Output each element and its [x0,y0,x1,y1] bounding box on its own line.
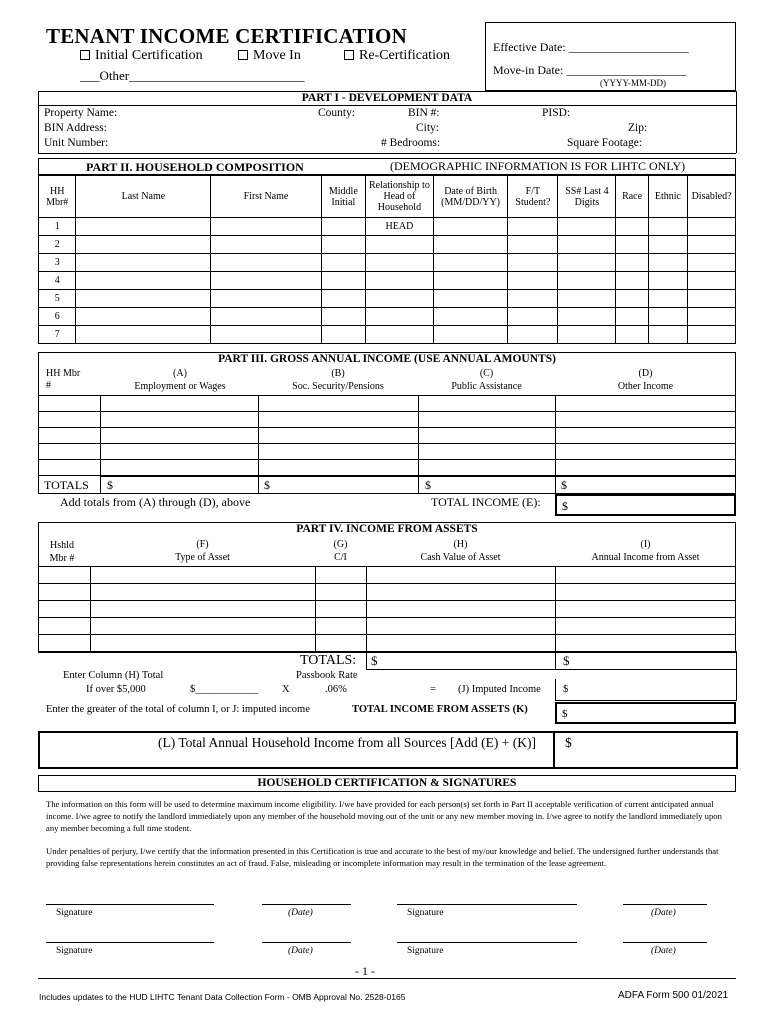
table-row [39,618,736,635]
signature-line[interactable] [46,942,214,943]
asset-cell[interactable] [556,584,736,601]
part1-title: PART I - DEVELOPMENT DATA [301,92,473,104]
income-cell[interactable] [556,396,736,412]
income-cell[interactable] [259,460,419,476]
first-name-cell[interactable] [211,272,321,290]
last-name-cell[interactable] [76,272,211,290]
total-assets-k-field[interactable] [555,702,736,724]
disabled-cell[interactable] [688,236,736,254]
student-cell[interactable] [508,326,558,344]
date-line[interactable] [262,904,351,905]
asset-cell[interactable] [556,618,736,635]
dollar-sign: $ [562,499,568,513]
asset-cell[interactable] [367,584,556,601]
passbook-rate-label: Passbook Rate [296,670,358,681]
dob-cell[interactable] [433,218,508,236]
col-i-letter: (I) [640,539,651,550]
ethnic-cell[interactable] [648,326,687,344]
last-name-cell[interactable] [76,290,211,308]
race-cell[interactable] [616,308,648,326]
col-d-letter: (D) [638,368,653,379]
property-name-field[interactable]: Property Name: [44,107,118,119]
asset-cell[interactable] [39,567,91,584]
initial-certification-option[interactable] [80,48,203,64]
column-header: Middle Initial [321,176,366,218]
asset-cell[interactable] [316,618,367,635]
county-field[interactable]: County: [318,107,356,119]
income-cell[interactable] [101,444,259,460]
total-l-field[interactable]: $ [565,735,572,750]
column-header: Last Name [76,176,211,218]
col-b-letter: (B) [331,368,345,379]
equals-sign: = [430,684,436,695]
total-d-field[interactable]: $ [561,478,567,492]
race-cell[interactable] [616,254,648,272]
income-cell[interactable] [419,428,556,444]
asset-cell[interactable] [91,567,316,584]
student-cell[interactable] [508,254,558,272]
ssn-cell[interactable] [558,218,616,236]
row-number: 6 [39,308,76,326]
footer-form-id: ADFA Form 500 01/2021 [618,990,729,1001]
last-name-cell[interactable] [76,308,211,326]
bin-field[interactable]: BIN #: [408,107,440,119]
assets-table [38,566,736,652]
income-cell[interactable] [39,396,101,412]
total-income-e-label: TOTAL INCOME (E): [431,495,541,509]
income-cell[interactable] [259,412,419,428]
income-cell[interactable] [101,460,259,476]
total-c-field[interactable]: $ [425,478,431,492]
col-f-letter: (F) [196,539,209,550]
income-cell[interactable] [556,412,736,428]
pisd-field[interactable]: PISD: [542,107,571,119]
signature-line[interactable] [46,904,214,905]
asset-cell[interactable] [91,584,316,601]
total-i-field[interactable]: $ [563,653,570,668]
asset-cell[interactable] [316,567,367,584]
date-line[interactable] [623,904,707,905]
re-certification-label: Re-Certification [359,48,450,63]
student-cell[interactable] [508,236,558,254]
other-field[interactable]: ___Other___________________________ [80,68,305,83]
col-a-header: Employment or Wages [134,381,226,392]
income-cell[interactable] [39,412,101,428]
race-cell[interactable] [616,236,648,254]
student-cell[interactable] [508,218,558,236]
dob-cell[interactable] [433,290,508,308]
col-g-header: C/I [334,552,347,563]
table-row [39,567,736,584]
ethnic-cell[interactable] [648,272,687,290]
part2-demographic-note: (DEMOGRAPHIC INFORMATION IS FOR LIHTC ONLY) [390,159,686,173]
column-header: Disabled? [688,176,736,218]
part3-title: PART III. GROSS ANNUAL INCOME (USE ANNUAL AMOUNTS) [218,353,556,365]
certification-paragraph-2: Under penalties of perjury, I/we certify that the information presented in this Certification is true and accurate to the best of my/our knowledge and belief. The undersigned further understands that providing false representations herein constitutes an act of fraud. False, misleading or incomplete information may result in the termination of the lease agreement. [46,846,719,868]
move-in-option[interactable] [238,48,301,64]
total-assets-k-label: TOTAL INCOME FROM ASSETS (K) [352,704,528,715]
move-in-label: Move In [253,48,301,63]
asset-cell[interactable] [367,567,556,584]
move-in-date-field[interactable]: Move-in Date: ____________________ [493,63,687,77]
column-header: Ethnic [648,176,687,218]
signature-line[interactable] [397,904,577,905]
table-row [39,635,736,652]
asset-cell[interactable] [316,601,367,618]
table-row [39,308,736,326]
ssn-cell[interactable] [558,272,616,290]
table-row [39,254,736,272]
first-name-cell[interactable] [211,290,321,308]
total-a-field[interactable]: $ [107,478,113,492]
signature-label: Signature [56,946,93,956]
col-f-header: Type of Asset [175,552,230,563]
table-row [39,601,736,618]
total-h-field[interactable]: $ [371,653,378,668]
ssn-cell[interactable] [558,308,616,326]
first-name-cell[interactable] [211,326,321,344]
dob-cell[interactable] [433,326,508,344]
column-header: F/T Student? [508,176,558,218]
ethnic-cell[interactable] [648,236,687,254]
part2-title: PART II. HOUSEHOLD COMPOSITION [86,160,304,174]
total-income-e-field[interactable] [555,494,736,516]
disabled-cell[interactable] [688,272,736,290]
date-line[interactable] [262,942,351,943]
multiply-sign: X [282,684,290,695]
disabled-cell[interactable] [688,308,736,326]
page-number: - 1 - [355,964,375,978]
total-l-label: (L) Total Annual Household Income from all Sources [Add (E) + (K)] [158,735,536,750]
col-i-header: Annual Income from Asset [591,552,700,563]
asset-cell[interactable] [316,635,367,652]
initial-certification-label: Initial Certification [95,48,203,63]
first-name-cell[interactable] [211,236,321,254]
signature-label: Signature [407,908,444,918]
middle-initial-cell[interactable] [321,236,366,254]
student-cell[interactable] [508,308,558,326]
table-row [39,236,736,254]
student-cell[interactable] [508,290,558,308]
income-cell[interactable] [419,444,556,460]
income-cell[interactable] [556,428,736,444]
column-header: Race [616,176,648,218]
disabled-cell[interactable] [688,290,736,308]
date-format-hint: (YYYY-MM-DD) [600,78,666,88]
row-number: 7 [39,326,76,344]
col-b-header: Soc. Security/Pensions [292,381,384,392]
column-header: First Name [211,176,321,218]
col-h-header: Cash Value of Asset [420,552,501,563]
income-cell[interactable] [101,428,259,444]
asset-cell[interactable] [91,635,316,652]
last-name-cell[interactable] [76,218,211,236]
dob-cell[interactable] [433,236,508,254]
col-c-letter: (C) [479,368,494,379]
col-h-total-blank[interactable]: $____________ [190,684,259,695]
last-name-cell[interactable] [76,236,211,254]
income-cell[interactable] [101,396,259,412]
add-totals-note: Add totals from (A) through (D), above [60,495,251,509]
date-label: (Date) [288,946,313,956]
disabled-cell[interactable] [688,254,736,272]
square-footage-field[interactable]: Square Footage: [567,137,643,149]
dob-cell[interactable] [433,308,508,326]
income-cell[interactable] [419,412,556,428]
city-field[interactable]: City: [416,122,440,134]
income-cell[interactable] [556,444,736,460]
if-over-note: If over $5,000 [86,684,146,695]
income-cell[interactable] [101,412,259,428]
income-cell[interactable] [39,428,101,444]
asset-cell[interactable] [367,601,556,618]
table-row [39,218,736,236]
date-label: (Date) [651,908,676,918]
part3-hh-header: HH Mbr # [46,368,81,391]
student-cell[interactable] [508,272,558,290]
enter-greater-note: Enter the greater of the total of column I, or J: imputed income [46,704,310,715]
certification-title: HOUSEHOLD CERTIFICATION & SIGNATURES [257,777,517,789]
ssn-cell[interactable] [558,290,616,308]
relationship-cell[interactable] [366,308,434,326]
bin-address-field[interactable]: BIN Address: [44,122,107,134]
row-number: 2 [39,236,76,254]
table-row [39,326,736,344]
middle-initial-cell[interactable] [321,308,366,326]
middle-initial-cell[interactable] [321,290,366,308]
asset-cell[interactable] [556,635,736,652]
passbook-rate-value: .06% [325,684,347,695]
asset-cell[interactable] [556,567,736,584]
form-title: TENANT INCOME CERTIFICATION [46,24,407,48]
table-row [39,444,736,460]
first-name-cell[interactable] [211,254,321,272]
relationship-cell[interactable] [366,254,434,272]
part3-totals-label: TOTALS [44,478,89,492]
asset-cell[interactable] [367,618,556,635]
ssn-cell[interactable] [558,326,616,344]
income-cell[interactable] [259,428,419,444]
first-name-cell[interactable] [211,308,321,326]
column-header: HH Mbr# [39,176,76,218]
asset-cell[interactable] [91,601,316,618]
table-row [39,584,736,601]
race-cell[interactable] [616,290,648,308]
col-g-letter: (G) [333,539,348,550]
income-cell[interactable] [556,460,736,476]
relationship-cell[interactable] [366,236,434,254]
middle-initial-cell[interactable] [321,326,366,344]
bedrooms-field[interactable]: # Bedrooms: [381,137,441,149]
income-cell[interactable] [39,460,101,476]
dob-cell[interactable] [433,254,508,272]
dob-cell[interactable] [433,272,508,290]
column-header: SS# Last 4 Digits [558,176,616,218]
row-number: 5 [39,290,76,308]
table-row [39,460,736,476]
footer-omb-note: Includes updates to the HUD LIHTC Tenant Data Collection Form - OMB Approval No. 2528-0165 [39,992,406,1002]
ssn-cell[interactable] [558,254,616,272]
date-label: (Date) [651,946,676,956]
enter-col-h-note: Enter Column (H) Total [63,670,164,681]
disabled-cell[interactable] [688,218,736,236]
income-cell[interactable] [259,444,419,460]
column-header: Relationship to Head of Household [366,176,434,218]
race-cell[interactable] [616,326,648,344]
income-cell[interactable] [419,460,556,476]
signature-label: Signature [407,946,444,956]
total-b-field[interactable]: $ [264,478,270,492]
certification-paragraph-1: The information on this form will be used to determine maximum income eligibility. I/we have provided for each person(s) set forth in Part II acceptable verification of current anticipated annual income. I/we agree to notify the landlord immediately upon any member of the household moving out of the unit or any new member moving in. I/we agree to notify the landlord immediately upon any member becoming a full time student. [46,799,722,833]
part4-totals-label: TOTALS: [300,653,357,668]
date-label: (Date) [288,908,313,918]
disabled-cell[interactable] [688,326,736,344]
table-row [39,428,736,444]
income-cell[interactable] [259,396,419,412]
last-name-cell[interactable] [76,326,211,344]
ethnic-cell[interactable] [648,218,687,236]
dollar-sign: $ [562,708,568,720]
ethnic-cell[interactable] [648,290,687,308]
part4-hh-header: Hshld Mbr # [49,540,75,564]
table-row [39,412,736,428]
asset-cell[interactable] [39,635,91,652]
table-row [39,272,736,290]
re-certification-option[interactable] [344,48,450,64]
middle-initial-cell[interactable] [321,272,366,290]
column-header: Date of Birth (MM/DD/YY) [433,176,508,218]
checkbox-icon[interactable] [80,50,90,60]
table-row [39,290,736,308]
checkbox-icon[interactable] [344,50,354,60]
row-number: 1 [39,218,76,236]
asset-cell[interactable] [316,584,367,601]
part4-title: PART IV. INCOME FROM ASSETS [296,523,478,535]
row-number: 4 [39,272,76,290]
imputed-income-field[interactable]: $ [563,684,569,695]
asset-cell[interactable] [39,584,91,601]
first-name-cell[interactable] [211,218,321,236]
zip-field[interactable]: Zip: [628,122,648,134]
imputed-income-label: (J) Imputed Income [458,684,541,695]
asset-cell[interactable] [556,601,736,618]
effective-date-field[interactable]: Effective Date: ____________________ [493,40,689,54]
last-name-cell[interactable] [76,254,211,272]
asset-cell[interactable] [39,618,91,635]
date-line[interactable] [623,942,707,943]
race-cell[interactable] [616,218,648,236]
checkbox-icon[interactable] [238,50,248,60]
middle-initial-cell[interactable] [321,218,366,236]
unit-number-field[interactable]: Unit Number: [44,137,109,149]
signature-line[interactable] [397,942,577,943]
asset-cell[interactable] [39,601,91,618]
col-c-header: Public Assistance [451,381,522,392]
asset-cell[interactable] [91,618,316,635]
ssn-cell[interactable] [558,236,616,254]
relationship-cell[interactable] [366,326,434,344]
signature-label: Signature [56,908,93,918]
relationship-cell[interactable] [366,272,434,290]
relationship-cell[interactable] [366,290,434,308]
middle-initial-cell[interactable] [321,254,366,272]
household-composition-table [38,175,736,344]
relationship-cell: HEAD [366,218,434,236]
gross-income-table [38,395,736,476]
income-cell[interactable] [419,396,556,412]
row-number: 3 [39,254,76,272]
race-cell[interactable] [616,272,648,290]
income-cell[interactable] [39,444,101,460]
asset-cell[interactable] [367,635,556,652]
ethnic-cell[interactable] [648,308,687,326]
col-d-header: Other Income [617,381,674,392]
col-h-letter: (H) [453,539,468,550]
table-row [39,396,736,412]
col-a-letter: (A) [173,368,187,379]
ethnic-cell[interactable] [648,254,687,272]
